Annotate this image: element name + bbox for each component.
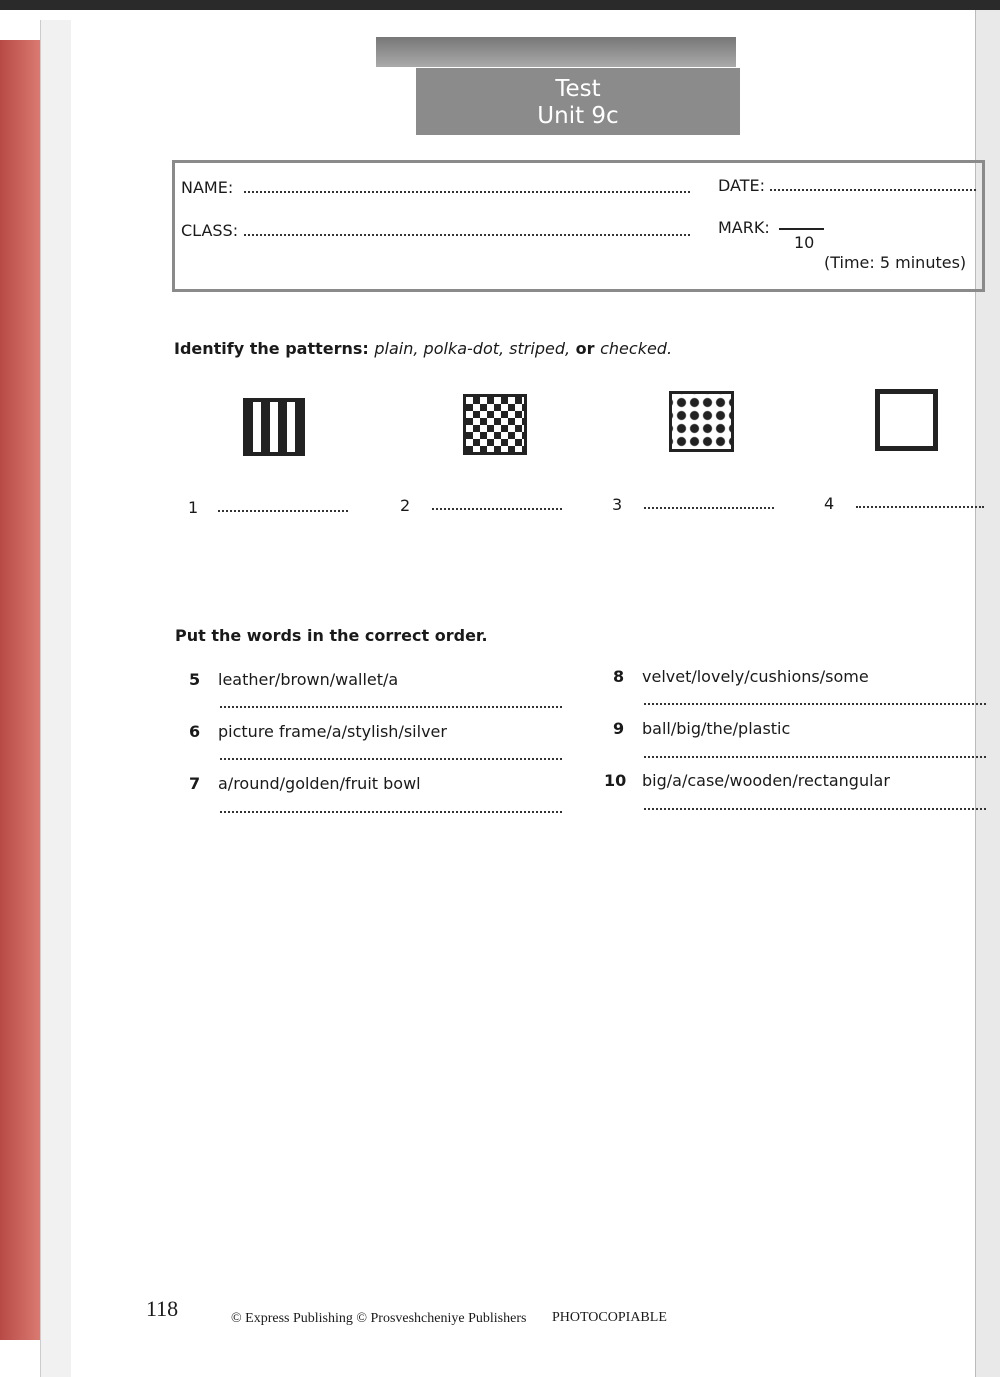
answer-field-8[interactable]: [644, 703, 986, 705]
time-limit: (Time: 5 minutes): [824, 253, 967, 272]
answer-field-9[interactable]: [644, 756, 986, 758]
answer-field-7[interactable]: [220, 811, 562, 813]
pattern-instruction: Identify the patterns: plain, polka-dot, striped, or checked.: [174, 339, 673, 358]
title-line1: Test: [555, 76, 601, 102]
polka-dot-pattern-icon: [669, 391, 734, 452]
question-6-words: picture frame/a/stylish/silver: [218, 722, 447, 741]
question-number-5: 5: [189, 670, 201, 689]
test-title: [416, 68, 740, 135]
answer-field-10[interactable]: [644, 808, 986, 810]
answer-field-1[interactable]: [218, 510, 348, 512]
question-number-7: 7: [189, 774, 201, 793]
order-instruction: Put the words in the correct order.: [175, 626, 488, 645]
scan-top-edge: [0, 0, 1000, 10]
mark-field[interactable]: [779, 228, 824, 230]
plain-pattern-icon: [875, 389, 938, 451]
question-10-words: big/a/case/wooden/rectangular: [642, 771, 890, 790]
class-field[interactable]: [244, 234, 690, 236]
mark-total: 10: [794, 233, 815, 252]
answer-field-6[interactable]: [220, 758, 562, 760]
question-7-words: a/round/golden/fruit bowl: [218, 774, 421, 793]
class-label: CLASS:: [181, 221, 239, 240]
date-field[interactable]: [770, 189, 976, 191]
copyright-text: © Express Publishing © Prosveshcheniye Publishers: [231, 1311, 527, 1326]
answer-field-4[interactable]: [856, 506, 984, 508]
answer-field-3[interactable]: [644, 507, 774, 509]
question-8-words: velvet/lovely/cushions/some: [642, 667, 869, 686]
striped-pattern-icon: [243, 398, 305, 456]
pattern-number-1: 1: [188, 498, 199, 517]
page-number: 118: [146, 1296, 179, 1321]
pattern-number-3: 3: [612, 495, 623, 514]
pattern-number-4: 4: [824, 494, 835, 513]
question-number-9: 9: [613, 719, 625, 738]
name-label: NAME:: [181, 178, 234, 197]
page-stack-edge: [40, 20, 71, 1377]
question-number-8: 8: [613, 667, 625, 686]
mark-label: MARK:: [718, 218, 770, 237]
date-label: DATE:: [718, 176, 766, 195]
book-cover-edge: [0, 40, 40, 1340]
question-number-6: 6: [189, 722, 201, 741]
checked-pattern-icon: [463, 394, 527, 455]
pattern-number-2: 2: [400, 496, 411, 515]
question-5-words: leather/brown/wallet/a: [218, 670, 399, 689]
question-number-10: 10: [604, 771, 627, 790]
question-9-words: ball/big/the/plastic: [642, 719, 791, 738]
student-info-box: [172, 160, 985, 292]
tab-shadow: [376, 37, 736, 67]
title-line2: Unit 9c: [537, 103, 619, 129]
answer-field-5[interactable]: [220, 706, 562, 708]
photocopiable-label: PHOTOCOPIABLE: [552, 1310, 667, 1325]
name-field[interactable]: [244, 191, 690, 193]
answer-field-2[interactable]: [432, 508, 562, 510]
